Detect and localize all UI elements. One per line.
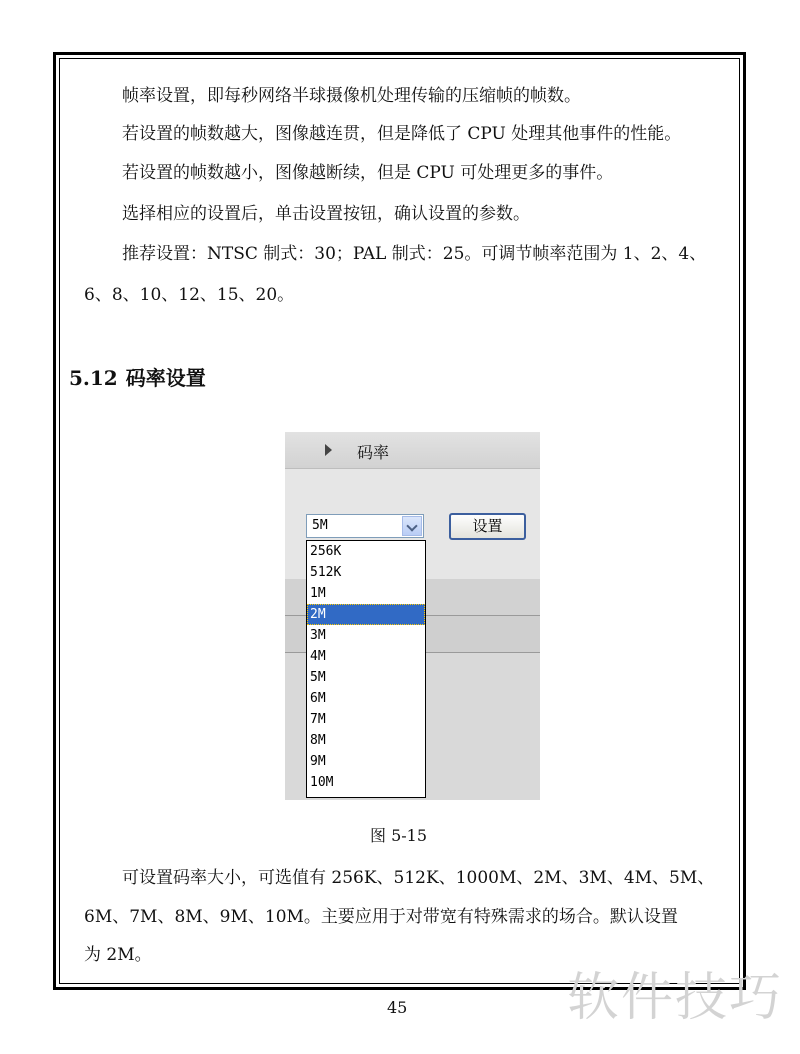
bitrate-option[interactable]: 9M — [310, 754, 326, 769]
bitrate-option[interactable]: 10M — [310, 775, 334, 790]
bitrate-select[interactable] — [306, 514, 424, 538]
bitrate-option-selected[interactable]: 2M — [307, 604, 425, 625]
bitrate-option[interactable]: 3M — [310, 628, 326, 643]
bitrate-option[interactable]: 256K — [310, 544, 342, 559]
body-text-line: 可设置码率大小，可选值有 256K、512K、1000M、2M、3M、4M、5M、 — [122, 868, 715, 888]
paragraph-lower-frames: 若设置的帧数越小，图像越断续，但是 CPU 可处理更多的事件。 — [122, 163, 614, 183]
panel-title: 码率 — [357, 443, 390, 462]
bitrate-option[interactable]: 4M — [310, 649, 326, 664]
watermark: 软件技巧 — [567, 968, 784, 1028]
paragraph-recommended-cont: 6、8、10、12、15、20。 — [84, 285, 295, 305]
paragraph-recommended: 推荐设置：NTSC 制式：30；PAL 制式：25。可调节帧率范围为 1、2、4、 — [122, 244, 707, 264]
bitrate-option[interactable]: 5M — [310, 670, 326, 685]
bitrate-option[interactable]: 512K — [310, 565, 342, 580]
bitrate-option[interactable]: 7M — [310, 712, 326, 727]
expand-arrow-icon[interactable] — [325, 444, 332, 456]
figure-caption: 图 5-15 — [370, 826, 428, 845]
bitrate-settings-screenshot — [285, 432, 540, 800]
body-text-line: 6M、7M、8M、9M、10M。主要应用于对带宽有特殊需求的场合。默认设置 — [84, 907, 678, 927]
section-heading — [69, 362, 206, 391]
bitrate-dropdown-list — [306, 540, 426, 798]
body-text-line: 为 2M。 — [84, 945, 152, 965]
panel-header[interactable] — [285, 432, 540, 469]
page-number: 45 — [387, 998, 408, 1017]
paragraph-frame-rate-def: 帧率设置，即每秒网络半球摄像机处理传输的压缩帧的帧数。 — [122, 86, 581, 106]
paragraph-confirm-settings: 选择相应的设置后，单击设置按钮，确认设置的参数。 — [122, 204, 530, 224]
bitrate-option[interactable]: 8M — [310, 733, 326, 748]
bitrate-select-value: 5M — [312, 518, 328, 533]
chevron-down-icon[interactable] — [402, 516, 422, 536]
section-title: 码率设置 — [125, 366, 206, 390]
set-button[interactable]: 设置 — [449, 513, 526, 540]
bitrate-option[interactable]: 6M — [310, 691, 326, 706]
bitrate-option[interactable]: 1M — [310, 586, 326, 601]
section-number: 5.12 — [69, 366, 118, 390]
paragraph-higher-frames: 若设置的帧数越大，图像越连贯，但是降低了 CPU 处理其他事件的性能。 — [122, 124, 682, 144]
